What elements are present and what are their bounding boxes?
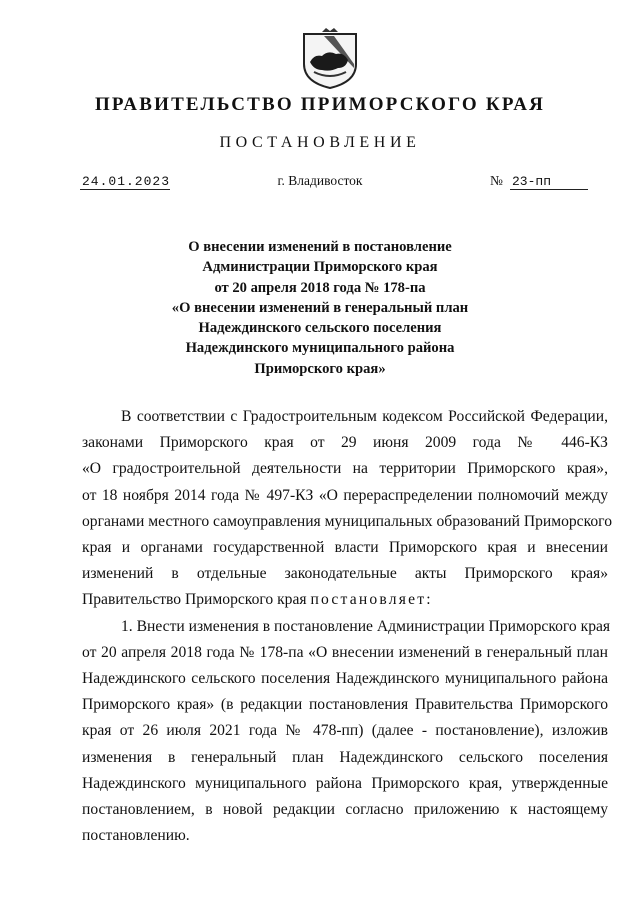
heading-line: Надеждинского сельского поселения (198, 320, 442, 337)
heading-line: Администрации Приморского края (202, 259, 438, 276)
government-title: ПРАВИТЕЛЬСТВО ПРИМОРСКОГО КРАЯ (94, 94, 546, 115)
body-line: постановлением, в новой редакции согласно приложению к настоящему (82, 801, 608, 819)
body-line: изменения в генеральный план Надеждинского сельского поселения (82, 748, 608, 766)
body-line: 1. Внести изменения в постановление Администрации Приморского края (121, 617, 611, 635)
body-line: законами Приморского края от 29 июня 2009 года № 446-КЗ (82, 434, 608, 452)
body-line: Приморского края» (в редакции постановления Правительства Приморского (82, 696, 608, 714)
document-heading (0, 237, 640, 379)
document-body (82, 404, 612, 849)
body-line: края и органами государственной власти Приморского края и внесении (82, 539, 608, 557)
body-line: Надеждинского муниципального района Приморского края, утвержденные (82, 774, 608, 792)
document-number: 23-пп (510, 174, 588, 190)
resolves-prefix: Правительство Приморского края (82, 591, 311, 609)
body-line: В соответствии с Градостроительным кодексом Российской Федерации, (121, 408, 608, 425)
body-line: изменений в отдельные законодательные акты Приморского края» (82, 565, 608, 583)
heading-line: Надеждинского муниципального района (185, 340, 455, 357)
body-line: Надеждинского сельского поселения Надеждинского муниципального района (82, 670, 608, 688)
body-line: от 18 ноября 2014 года № 497-КЗ «О перераспределении полномочий между (82, 486, 608, 504)
heading-line: от 20 апреля 2018 года № 178-па (214, 279, 426, 296)
body-line: «О градостроительной деятельности на территории Приморского края», (82, 460, 608, 478)
document-city: г. Владивосток (277, 173, 363, 188)
document-number-label: № (490, 173, 503, 188)
body-line: от 20 апреля 2018 года № 178-па «О внесении изменений в генеральный план (82, 643, 608, 661)
coat-of-arms-icon (300, 28, 360, 90)
heading-line: «О внесении изменений в генеральный план (171, 299, 469, 316)
body-line: постановлению. (82, 827, 190, 845)
document-type: ПОСТАНОВЛЕНИЕ (219, 134, 421, 151)
body-line (82, 587, 608, 613)
heading-line: Приморского края» (254, 360, 386, 377)
heading-line: О внесении изменений в постановление (188, 239, 452, 255)
body-line: края от 26 июля 2021 года № 478-пп) (далее - постановление), изложив (82, 722, 608, 740)
clause-1-paragraph (82, 614, 611, 850)
body-line: органами местного самоуправления муниципальных образований Приморского (82, 512, 612, 530)
preamble-paragraph (82, 404, 612, 614)
document-date: 24.01.2023 (82, 174, 171, 189)
resolves-word: постановляет: (310, 591, 433, 609)
